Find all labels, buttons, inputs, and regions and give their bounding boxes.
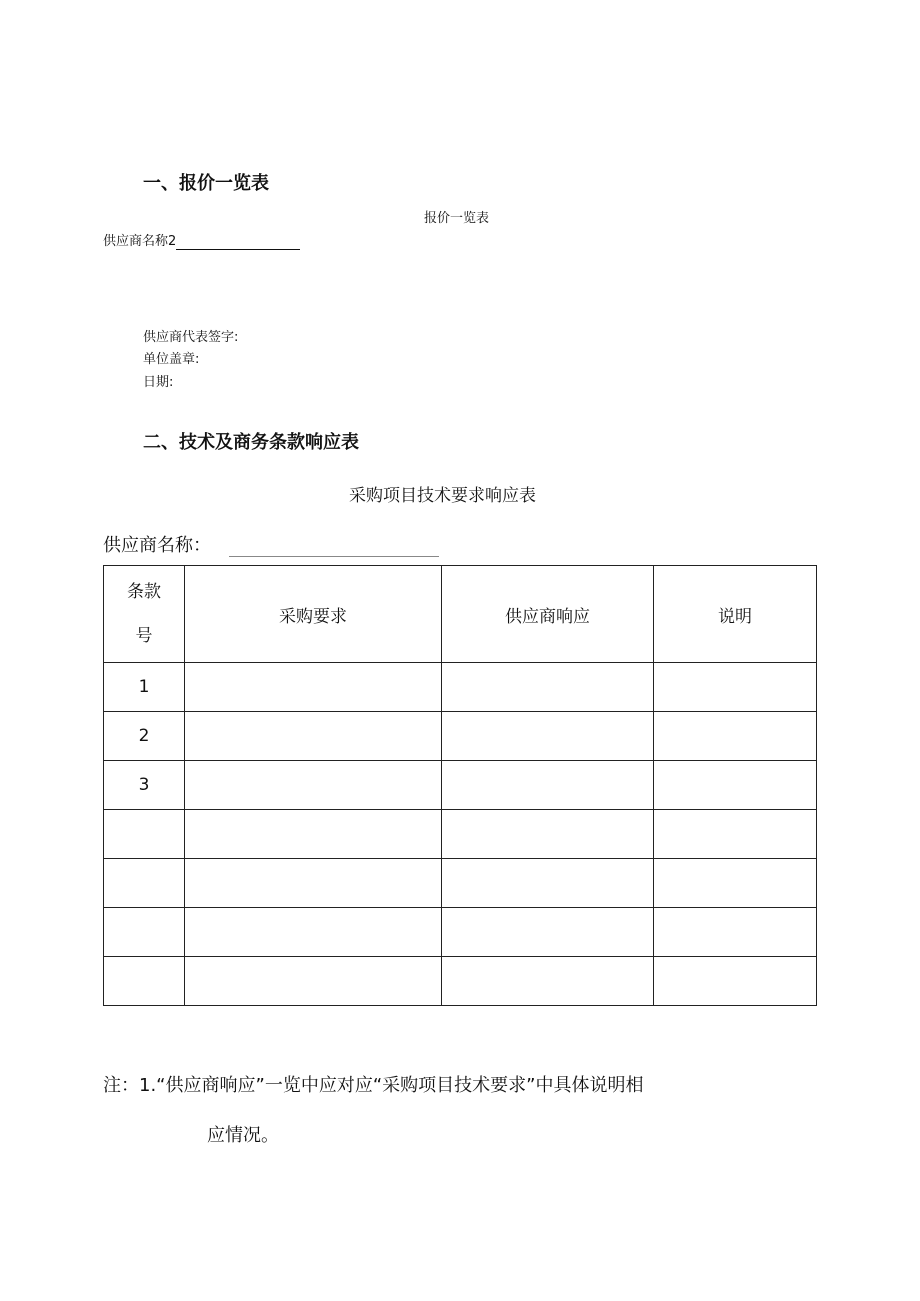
cell-requirement[interactable]: [185, 957, 442, 1006]
cell-remarks[interactable]: [654, 957, 817, 1006]
cell-remarks[interactable]: [654, 859, 817, 908]
supplier-name-label-1: 供应商名称2: [103, 234, 177, 249]
table-row: [104, 810, 817, 859]
header-clause-no: 条款号: [104, 566, 185, 663]
table-row: [104, 761, 817, 810]
header-remarks: 说明: [654, 566, 817, 663]
supplier-name-label-2: 供应商名称：: [103, 535, 211, 556]
signature-label: 供应商代表签字:: [143, 330, 239, 345]
cell-response[interactable]: [442, 957, 654, 1006]
seal-label: 单位盖章:: [143, 352, 200, 367]
supplier-name-line-2: [103, 531, 439, 557]
cell-response[interactable]: [442, 859, 654, 908]
table-row: [104, 859, 817, 908]
section2-heading: 二、技术及商务条款响应表: [143, 432, 359, 453]
response-table-title: 采购项目技术要求响应表: [349, 486, 536, 506]
header-supplier-response: 供应商响应: [442, 566, 654, 663]
cell-clause-no: [104, 810, 185, 859]
quote-table-title: 报价一览表: [424, 211, 490, 226]
cell-requirement[interactable]: [185, 761, 442, 810]
cell-response[interactable]: [442, 908, 654, 957]
date-label: 日期:: [143, 375, 174, 390]
table-row: [104, 663, 817, 712]
cell-remarks[interactable]: [654, 663, 817, 712]
cell-requirement[interactable]: [185, 859, 442, 908]
cell-clause-no: 3: [104, 761, 185, 810]
supplier-name-line-1: [103, 230, 300, 250]
table-header-row: [104, 566, 817, 663]
table-row: [104, 957, 817, 1006]
cell-requirement[interactable]: [185, 810, 442, 859]
cell-response[interactable]: [442, 712, 654, 761]
supplier-name-field-2[interactable]: [229, 535, 439, 557]
note-line-1: 注：1.“供应商响应”一览中应对应“采购项目技术要求”中具体说明相: [103, 1075, 644, 1096]
cell-response[interactable]: [442, 810, 654, 859]
cell-requirement[interactable]: [185, 908, 442, 957]
cell-remarks[interactable]: [654, 810, 817, 859]
cell-clause-no: [104, 908, 185, 957]
cell-remarks[interactable]: [654, 712, 817, 761]
cell-clause-no: 1: [104, 663, 185, 712]
cell-clause-no: [104, 859, 185, 908]
cell-response[interactable]: [442, 761, 654, 810]
table-row: [104, 908, 817, 957]
note-line-2: 应情况。: [207, 1125, 279, 1146]
supplier-name-field-1[interactable]: [176, 234, 300, 250]
response-table: [103, 565, 817, 1006]
table-row: [104, 712, 817, 761]
cell-remarks[interactable]: [654, 761, 817, 810]
cell-response[interactable]: [442, 663, 654, 712]
section1-heading: 一、报价一览表: [143, 173, 269, 194]
cell-remarks[interactable]: [654, 908, 817, 957]
cell-clause-no: [104, 957, 185, 1006]
cell-clause-no: 2: [104, 712, 185, 761]
header-requirement: 采购要求: [185, 566, 442, 663]
cell-requirement[interactable]: [185, 663, 442, 712]
cell-requirement[interactable]: [185, 712, 442, 761]
